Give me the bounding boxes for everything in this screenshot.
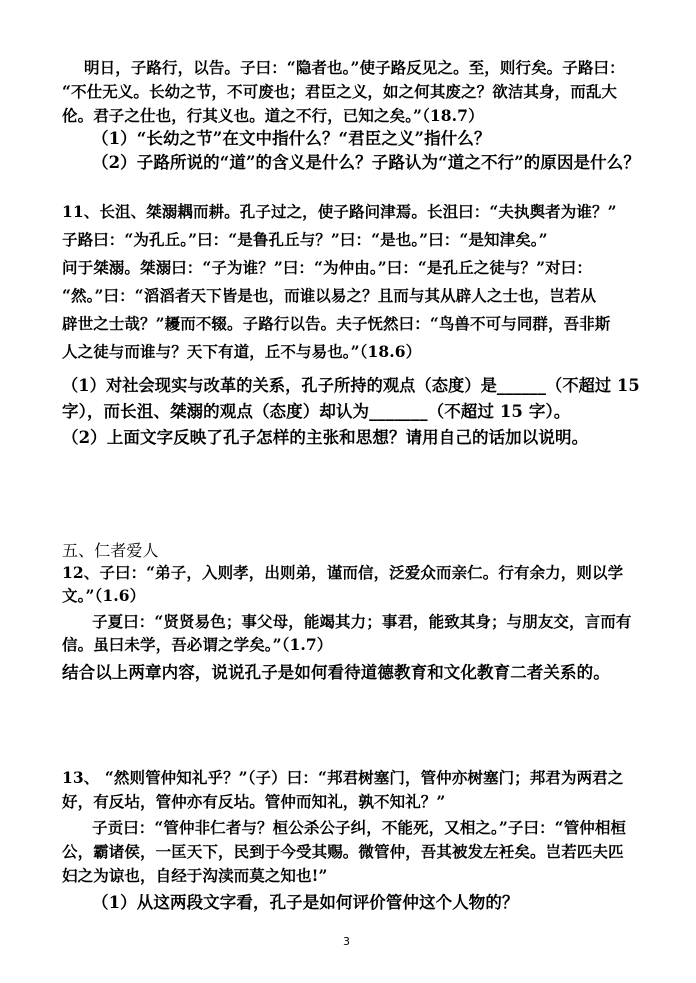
passage-18-7-line: 明日，子路行，以告。子曰：“隐者也。”使子路反见之。至，则行矣。子路曰： — [84, 58, 625, 77]
q13-line: 公，霸诸侯，一匡天下，民到于今受其赐。微管仲，吾其被发左衽矣。岂若匹夫匹 — [62, 842, 624, 861]
q11-question-2: （2）上面文字反映了孔子怎样的主张和思想？请用自己的话加以说明。 — [62, 428, 589, 447]
q13-line: 好，有反坫，管仲亦有反坫。管仲而知礼，孰不知礼？” — [62, 792, 446, 811]
q12-line: 文。”（1.6） — [62, 586, 146, 605]
q11-question-1-cont: 字），而长沮、桀溺的观点（态度）却认为_______（不超过 15 字）。 — [62, 402, 571, 421]
q11-line: 子路曰：“为孔丘。”曰：“是鲁孔丘与？”曰：“是也。”曰：“是知津矣。” — [62, 230, 548, 249]
q12-question: 结合以上两章内容，说说孔子是如何看待道德教育和文化教育二者关系的。 — [62, 663, 610, 682]
page-number: 3 — [343, 935, 350, 948]
q11-line: 人之徒与而谁与？天下有道，丘不与易也。”（18.6） — [62, 342, 422, 361]
q13-line: 13、 “然则管仲知礼乎？”（子）曰：“邦君树塞门，管仲亦树塞门；邦君为两君之 — [62, 768, 624, 787]
section-heading: 五、仁者爱人 — [62, 541, 159, 560]
q13-line: 子贡曰：“管仲非仁者与？桓公杀公子纠，不能死，又相之。”子曰：“管仲相桓 — [92, 818, 627, 837]
passage-18-7-line: “不仕无义。长幼之节，不可废也；君臣之义，如之何其废之？欲洁其身，而乱大 — [62, 82, 618, 101]
q11-line: 11、长沮、桀溺耦而耕。孔子过之，使子路问津焉。长沮曰：“夫执舆者为谁？” — [62, 202, 617, 221]
q11-question-1: （1）对社会现实与改革的关系，孔子所持的观点（态度）是______（不超过 15 — [62, 376, 640, 395]
question-18-7-1: （1）“长幼之节”在文中指什么？“君臣之义”指什么？ — [92, 129, 491, 148]
q13-question-1: （1）从这两段文字看，孔子是如何评价管仲这个人物的？ — [92, 893, 519, 912]
q11-line: 辟世之士哉？”耰而不辍。子路行以告。夫子怃然曰：“鸟兽不可与同群，吾非斯 — [62, 314, 611, 333]
question-18-7-2: （2）子路所说的“道”的含义是什么？子路认为“道之不行”的原因是什么？ — [92, 153, 640, 172]
q12-line: 信。虽曰未学，吾必谓之学矣。”（1.7） — [62, 635, 333, 654]
q11-line: “然。”曰：“滔滔者天下皆是也，而谁以易之？且而与其从辟人之士也，岂若从 — [62, 286, 597, 305]
q13-line: 妇之为谅也，自经于沟渎而莫之知也!” — [62, 866, 328, 885]
q11-line: 问于桀溺。桀溺曰：“子为谁？”曰：“为仲由。”曰：“是孔丘之徒与？”对曰： — [62, 258, 592, 277]
q12-line: 子夏曰：“贤贤易色；事父母，能竭其力；事君，能致其身；与朋友交，言而有 — [92, 612, 632, 631]
q12-line: 12、子曰：“弟子，入则孝，出则弟，谨而信，泛爱众而亲仁。行有余力，则以学 — [62, 563, 624, 582]
passage-18-7-line: 伦。君子之仕也，行其义也。道之不行，已知之矣。”（18.7） — [62, 106, 484, 125]
